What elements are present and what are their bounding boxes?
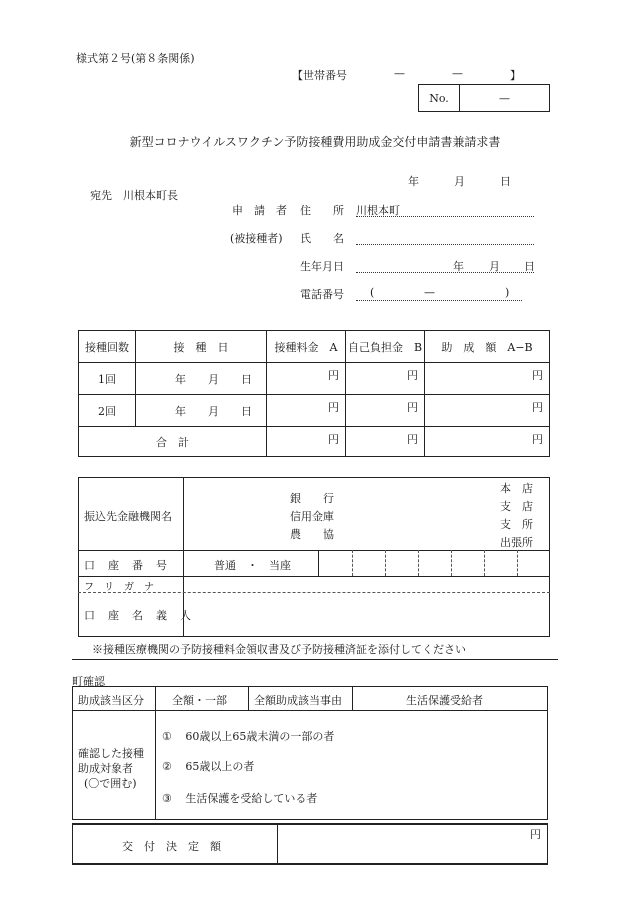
option-1-number: ① — [162, 730, 172, 743]
option-1[interactable] — [162, 728, 334, 744]
section-divider — [72, 659, 558, 660]
bank-type-bank: 銀 行 — [290, 492, 334, 505]
option-1-text: 60歳以上65歳未満の一部の者 — [185, 730, 335, 743]
phone-field[interactable] — [356, 286, 522, 301]
town-col-line — [155, 686, 156, 820]
town-col-line — [352, 686, 353, 710]
decision-unit: 円 — [530, 828, 541, 841]
header-date: 接 種 日 — [136, 331, 267, 363]
phone-sep: — — [424, 286, 435, 299]
institution-label: 振込先金融機関名 — [84, 510, 172, 523]
no-value[interactable]: — — [460, 85, 550, 112]
category-value[interactable]: 全額・一部 — [172, 694, 227, 707]
account-number-field[interactable] — [319, 551, 549, 575]
option-3-number: ③ — [162, 792, 172, 805]
decision-divider — [277, 825, 278, 863]
row-date[interactable]: 年 月 日 — [136, 395, 267, 427]
holder-label: 口 座 名 義 人 — [84, 609, 192, 622]
fee-header-row — [79, 331, 550, 363]
furigana-field[interactable] — [185, 577, 549, 591]
town-heading: 町確認 — [72, 675, 105, 688]
total-row — [79, 427, 550, 457]
full-reason-value[interactable]: 生活保護受給者 — [406, 694, 483, 707]
row-date[interactable]: 年 月 日 — [136, 363, 267, 395]
row-subsidy[interactable]: 円 — [425, 395, 550, 427]
date-day[interactable]: 日 — [500, 175, 511, 188]
attachment-note: ※接種医療機関の予防接種料金領収書及び予防接種済証を添付してください — [92, 643, 466, 656]
row-count: 2回 — [79, 395, 136, 427]
town-row-line — [72, 710, 548, 711]
branch-type-branch: 支 店 — [500, 500, 533, 513]
header-self-b: 自己負担金 B — [346, 331, 425, 363]
household-label: 【世帯番号 — [292, 69, 347, 82]
option-2[interactable] — [162, 758, 254, 774]
date-year[interactable]: 年 — [408, 175, 419, 188]
form-number: 様式第２号(第８条関係) — [76, 52, 195, 65]
row-count: 1回 — [79, 363, 136, 395]
table-row — [79, 363, 550, 395]
category-label: 助成該当区分 — [78, 694, 144, 707]
birth-label: 生年月日 — [300, 260, 344, 273]
option-2-number: ② — [162, 760, 172, 773]
household-sep-1: — — [394, 67, 405, 80]
no-label: No. — [419, 85, 460, 112]
birth-month: 月 — [489, 260, 500, 273]
birth-day: 日 — [524, 260, 535, 273]
target-label-1: 確認した接種 — [78, 747, 144, 760]
birth-field[interactable] — [356, 258, 534, 273]
branch-type-outlet: 出張所 — [500, 536, 533, 549]
applicant-label: 申 請 者 — [232, 204, 287, 217]
account-type[interactable]: 普通 ・ 当座 — [214, 559, 291, 572]
address-label: 住 所 — [300, 204, 344, 217]
holder-field[interactable] — [185, 594, 549, 636]
full-reason-label: 全額助成該当事由 — [254, 694, 342, 707]
birth-year: 年 — [453, 260, 464, 273]
household-sep-2: — — [452, 67, 463, 80]
furigana-label: フ リ ガ ナ — [84, 582, 154, 593]
total-self-b[interactable]: 円 — [346, 427, 425, 457]
total-label: 合 計 — [79, 427, 267, 457]
branch-type-main: 本 店 — [500, 482, 533, 495]
decision-amount-field[interactable] — [279, 825, 545, 863]
name-field[interactable] — [356, 230, 534, 245]
row-self-b[interactable]: 円 — [346, 363, 425, 395]
total-subsidy[interactable]: 円 — [425, 427, 550, 457]
phone-label: 電話番号 — [300, 288, 344, 301]
address-value: 川根本町 — [356, 204, 400, 217]
branch-type-office: 支 所 — [500, 518, 533, 531]
total-fee-a[interactable]: 円 — [267, 427, 346, 457]
bank-type-shinkin: 信用金庫 — [290, 510, 334, 523]
no-box — [418, 84, 550, 112]
phone-close: ) — [505, 286, 510, 299]
date-month[interactable]: 月 — [454, 175, 465, 188]
row-self-b[interactable]: 円 — [346, 395, 425, 427]
option-3[interactable] — [162, 790, 317, 806]
option-3-text: 生活保護を受給している者 — [185, 792, 318, 805]
institution-field[interactable] — [186, 478, 546, 548]
addressee: 宛先 川根本町長 — [90, 189, 178, 202]
name-label: 氏 名 — [300, 232, 344, 245]
account-number-label: 口 座 番 号 — [84, 559, 168, 572]
option-2-text: 65歳以上の者 — [185, 760, 255, 773]
header-fee-a: 接種料金 A — [267, 331, 346, 363]
town-col-line — [248, 686, 249, 710]
address-field[interactable] — [356, 202, 534, 217]
page-title: 新型コロナウイルスワクチン予防接種費用助成金交付申請書兼請求書 — [129, 135, 501, 149]
header-subsidy: 助 成 額 A−B — [425, 331, 550, 363]
vaccinee-label: (被接種者) — [230, 232, 283, 245]
row-subsidy[interactable]: 円 — [425, 363, 550, 395]
phone-open: ( — [370, 286, 375, 299]
table-row — [79, 395, 550, 427]
bank-type-nokyo: 農 協 — [290, 528, 334, 541]
household-end: 】 — [510, 69, 521, 82]
decision-label: 交 付 決 定 額 — [122, 840, 221, 853]
header-count: 接種回数 — [79, 331, 136, 363]
fee-table — [78, 330, 550, 457]
target-label-2: 助成対象者 — [78, 762, 133, 775]
row-fee-a[interactable]: 円 — [267, 363, 346, 395]
target-label-3: (〇で囲む) — [84, 777, 137, 790]
row-fee-a[interactable]: 円 — [267, 395, 346, 427]
